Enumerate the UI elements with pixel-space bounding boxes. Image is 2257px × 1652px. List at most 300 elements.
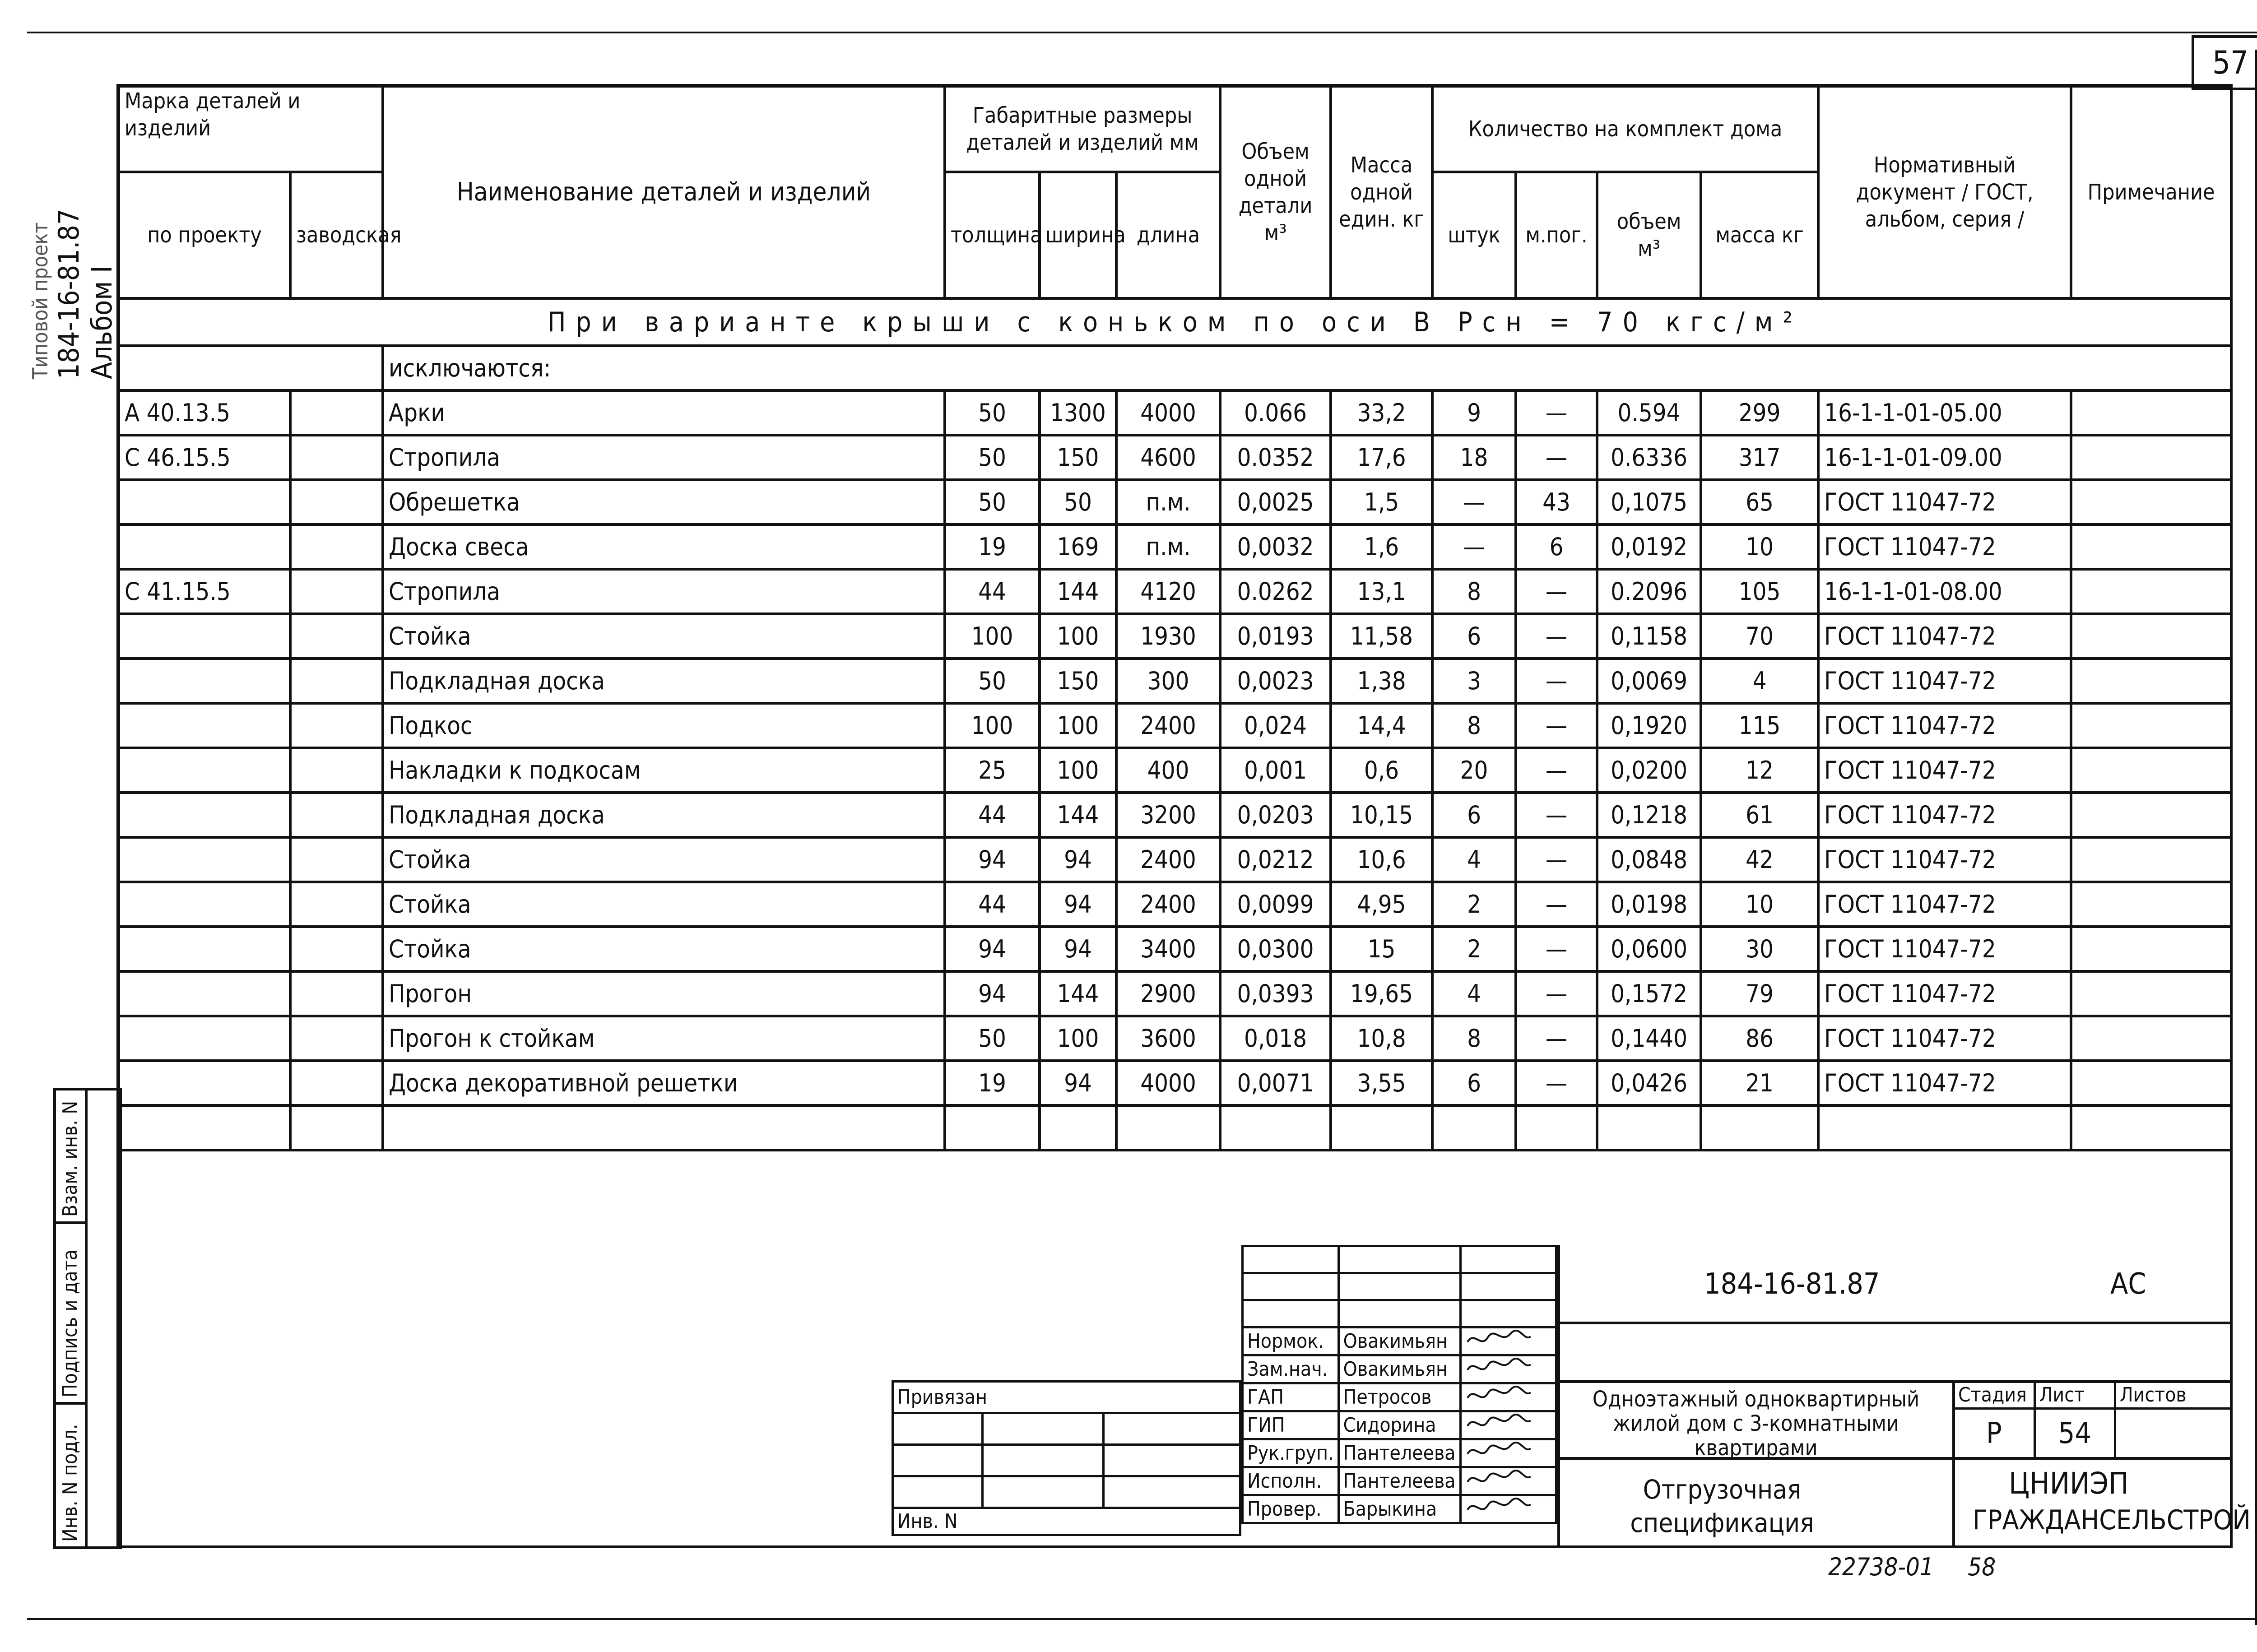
header-thickness: толщина: [945, 172, 1040, 298]
cell-t: 19: [945, 524, 1040, 569]
table-row: [119, 882, 2231, 927]
cell-mp: —: [1516, 614, 1597, 659]
cell-l: 4600: [1116, 435, 1220, 480]
empty-cell: [290, 1105, 383, 1150]
empty-cell: [1460, 1246, 1556, 1273]
cell-v1: 0.0352: [1220, 435, 1331, 480]
empty-cell: [945, 1105, 1040, 1150]
cell-mp: —: [1516, 793, 1597, 837]
sheet-label: Лист: [2034, 1382, 2115, 1409]
signature-mark: [1460, 1495, 1556, 1523]
empty-cell: [1818, 1105, 2071, 1150]
empty-cell: [1331, 1105, 1432, 1150]
cell-w: 100: [1040, 703, 1116, 748]
title-divider: [1557, 1322, 2232, 1324]
signature-scribble: [1465, 1412, 1533, 1433]
cell-mp: —: [1516, 748, 1597, 793]
cell-t: 44: [945, 569, 1040, 614]
header-normative: Нормативный документ / ГОСТ, альбом, серия /: [1818, 86, 2071, 298]
cell-mp: —: [1516, 569, 1597, 614]
empty-cell: [893, 1445, 983, 1476]
cell-factory: [290, 882, 383, 927]
cell-doc: ГОСТ 11047-72: [1818, 1061, 2071, 1105]
signature-mark: [1460, 1439, 1556, 1467]
header-length: длина: [1116, 172, 1220, 298]
empty-cell: [1460, 1273, 1556, 1300]
header-mark-group: Марка деталей и изделий: [119, 86, 383, 172]
role-label: ГАП: [1243, 1383, 1339, 1411]
cell-m1: 15: [1331, 927, 1432, 971]
cell-mp: —: [1516, 837, 1597, 882]
organization-name: ЦНИИЭП: [2009, 1466, 2129, 1501]
empty-cell: [1597, 1105, 1701, 1150]
cell-vol: 0,1075: [1597, 480, 1701, 524]
cell-l: 2400: [1116, 882, 1220, 927]
cell-doc: ГОСТ 11047-72: [1818, 1016, 2071, 1061]
sheets-value: [2115, 1409, 2231, 1458]
cell-note: [2071, 614, 2231, 659]
table-row: [119, 703, 2231, 748]
cell-t: 50: [945, 435, 1040, 480]
cell-vol: 0,0848: [1597, 837, 1701, 882]
cell-w: 94: [1040, 927, 1116, 971]
cell-t: 50: [945, 390, 1040, 435]
cell-name: Стойка: [383, 614, 945, 659]
stamp-label-signature: Подпись и дата: [59, 1249, 82, 1397]
cell-vol: 0,0069: [1597, 659, 1701, 703]
cell-mass: 86: [1701, 1016, 1818, 1061]
header-quantity: Количество на комплект дома: [1432, 86, 1818, 172]
cell-l: 3400: [1116, 927, 1220, 971]
building-description: [1564, 1387, 1948, 1460]
signature-row: [1243, 1355, 1556, 1383]
cell-pcs: 2: [1432, 927, 1516, 971]
cell-note: [2071, 703, 2231, 748]
signature-scribble: [1465, 1496, 1533, 1517]
person-name: Овакимьян: [1338, 1327, 1460, 1355]
signature-scribble: [1465, 1468, 1533, 1489]
cell-pcs: 6: [1432, 614, 1516, 659]
cell-v1: 0,0025: [1220, 480, 1331, 524]
person-name: Петросов: [1338, 1383, 1460, 1411]
stage-value: Р: [1954, 1409, 2035, 1458]
cell-name: Подкладная доска: [383, 659, 945, 703]
empty-cell: [2071, 1105, 2231, 1150]
stamp-label-inv: Инв. N подл.: [59, 1424, 82, 1542]
empty-cell: [1243, 1246, 1339, 1273]
cell-w: 150: [1040, 435, 1116, 480]
cell-mp: —: [1516, 390, 1597, 435]
role-label: ГИП: [1243, 1411, 1339, 1439]
table-row: [119, 659, 2231, 703]
cell-name: Прогон: [383, 971, 945, 1016]
cell-m1: 10,6: [1331, 837, 1432, 882]
cell-w: 144: [1040, 793, 1116, 837]
cell-note: [2071, 659, 2231, 703]
sheet-value: 54: [2034, 1409, 2115, 1458]
cell-name: Доска декоративной решетки: [383, 1061, 945, 1105]
table-row: [119, 1061, 2231, 1105]
inv-label: Инв. N: [893, 1508, 1240, 1535]
empty-cell: [1338, 1300, 1460, 1327]
cell-t: 50: [945, 480, 1040, 524]
bound-table: [892, 1380, 1241, 1536]
cell-name: Подкос: [383, 703, 945, 748]
empty-cell: [1516, 1105, 1597, 1150]
table-row: [119, 569, 2231, 614]
cell-note: [2071, 435, 2231, 480]
table-row: [119, 1016, 2231, 1061]
table-row: [119, 390, 2231, 435]
table-row: [119, 524, 2231, 569]
cell-factory: [290, 569, 383, 614]
cell-v1: 0,024: [1220, 703, 1331, 748]
person-name: Пантелеева: [1338, 1439, 1460, 1467]
role-label: Провер.: [1243, 1495, 1339, 1523]
cell-w: 100: [1040, 1016, 1116, 1061]
cell-t: 100: [945, 614, 1040, 659]
cell-m1: 3,55: [1331, 1061, 1432, 1105]
side-label-line3: Альбом I: [85, 265, 118, 379]
cell-t: 94: [945, 837, 1040, 882]
cell-m1: 10,15: [1331, 793, 1432, 837]
cell-l: 4000: [1116, 1061, 1220, 1105]
role-label: Исполн.: [1243, 1467, 1339, 1495]
table-row: [119, 748, 2231, 793]
empty-cell: [1701, 1105, 1818, 1150]
cell-t: 50: [945, 659, 1040, 703]
cell-t: 94: [945, 971, 1040, 1016]
footer-code-text: 22738-01: [1828, 1553, 1934, 1581]
cell-mass: 30: [1701, 927, 1818, 971]
role-label: Нормок.: [1243, 1327, 1339, 1355]
project-code: 184-16-81.87: [1704, 1267, 1880, 1301]
cell-v1: 0,0203: [1220, 793, 1331, 837]
cell-v1: 0,0193: [1220, 614, 1331, 659]
cell-doc: ГОСТ 11047-72: [1818, 480, 2071, 524]
signature-scribble: [1465, 1384, 1533, 1405]
empty-cell: [982, 1445, 1103, 1476]
left-stamp: [53, 1088, 122, 1549]
cell-name: Подкладная доска: [383, 793, 945, 837]
signature-scribble: [1465, 1356, 1533, 1377]
role-label: Рук.груп.: [1243, 1439, 1339, 1467]
cell-note: [2071, 882, 2231, 927]
table-row: [119, 837, 2231, 882]
cell-mass: 70: [1701, 614, 1818, 659]
cell-doc: ГОСТ 11047-72: [1818, 793, 2071, 837]
cell-pcs: 8: [1432, 1016, 1516, 1061]
section-title: При варианте крыши с коньком по оси В Pсн = 70 кгс/м²: [119, 298, 2231, 346]
side-label-line1: Типовой проект: [28, 222, 52, 379]
cell-m1: 1,38: [1331, 659, 1432, 703]
empty-cell: [1103, 1413, 1240, 1445]
cell-w: 150: [1040, 659, 1116, 703]
empty-row: [119, 1105, 2231, 1150]
cell-mp: —: [1516, 659, 1597, 703]
empty-cell: [1338, 1246, 1460, 1273]
header-volume: объем м³: [1597, 172, 1701, 298]
cell-factory: [290, 1061, 383, 1105]
cell-note: [2071, 971, 2231, 1016]
cell-v1: 0,0099: [1220, 882, 1331, 927]
cell-v1: 0,0212: [1220, 837, 1331, 882]
empty-cell: [1103, 1445, 1240, 1476]
cell-w: 1300: [1040, 390, 1116, 435]
cell-w: 50: [1040, 480, 1116, 524]
cell-mark: [119, 659, 290, 703]
specification-table: [117, 85, 2233, 1151]
cell-m1: 11,58: [1331, 614, 1432, 659]
cell-t: 100: [945, 703, 1040, 748]
cell-doc: ГОСТ 11047-72: [1818, 837, 2071, 882]
cell-factory: [290, 793, 383, 837]
cell-w: 100: [1040, 614, 1116, 659]
cell-factory: [290, 837, 383, 882]
cell-mass: 299: [1701, 390, 1818, 435]
header-width: ширина: [1040, 172, 1116, 298]
signature-mark: [1460, 1355, 1556, 1383]
table-row: [119, 927, 2231, 971]
cell-factory: [290, 971, 383, 1016]
cell-l: 2400: [1116, 837, 1220, 882]
cell-mark: [119, 1061, 290, 1105]
cell-v1: 0,0023: [1220, 659, 1331, 703]
cell-mass: 115: [1701, 703, 1818, 748]
cell-t: 44: [945, 882, 1040, 927]
cell-w: 144: [1040, 971, 1116, 1016]
cell-v1: 0,0393: [1220, 971, 1331, 1016]
cell-doc: ГОСТ 11047-72: [1818, 927, 2071, 971]
cell-vol: 0,0426: [1597, 1061, 1701, 1105]
cell-v1: 0,018: [1220, 1016, 1331, 1061]
cell-pcs: 18: [1432, 435, 1516, 480]
cell-pcs: —: [1432, 480, 1516, 524]
cell-t: 50: [945, 1016, 1040, 1061]
cell-pcs: 4: [1432, 971, 1516, 1016]
stage-table: [1952, 1380, 2232, 1459]
cell-pcs: 9: [1432, 390, 1516, 435]
cell-doc: ГОСТ 11047-72: [1818, 882, 2071, 927]
cell-mark: С 46.15.5: [119, 435, 290, 480]
section-code: АС: [2110, 1267, 2146, 1301]
cell-doc: 16-1-1-01-05.00: [1818, 390, 2071, 435]
cell-vol: 0.2096: [1597, 569, 1701, 614]
signature-empty-row: [1243, 1273, 1556, 1300]
cell-mark: [119, 480, 290, 524]
signature-scribble: [1465, 1440, 1533, 1461]
header-mass: масса кг: [1701, 172, 1818, 298]
header-mass-one: Масса одной един. кг: [1331, 86, 1432, 298]
cell-vol: 0,1920: [1597, 703, 1701, 748]
cell-factory: [290, 659, 383, 703]
cell-doc: 16-1-1-01-09.00: [1818, 435, 2071, 480]
cell-t: 25: [945, 748, 1040, 793]
cell-mark: С 41.15.5: [119, 569, 290, 614]
empty-cell: [1103, 1476, 1240, 1508]
cell-vol: 0,1158: [1597, 614, 1701, 659]
cell-mp: —: [1516, 927, 1597, 971]
cell-w: 100: [1040, 748, 1116, 793]
cell-note: [2071, 569, 2231, 614]
cell-mass: 317: [1701, 435, 1818, 480]
cell-pcs: 3: [1432, 659, 1516, 703]
header-dimensions: Габаритные размеры деталей и изделий мм: [945, 86, 1220, 172]
cell-doc: ГОСТ 11047-72: [1818, 971, 2071, 1016]
cell-doc: ГОСТ 11047-72: [1818, 614, 2071, 659]
cell-name: Арки: [383, 390, 945, 435]
cell-mass: 10: [1701, 882, 1818, 927]
cell-vol: 0,1440: [1597, 1016, 1701, 1061]
empty-cell: [1432, 1105, 1516, 1150]
signature-row: [1243, 1495, 1556, 1523]
cell-w: 169: [1040, 524, 1116, 569]
signature-scribble: [1465, 1328, 1533, 1349]
cell-vol: 0.594: [1597, 390, 1701, 435]
cell-doc: ГОСТ 11047-72: [1818, 748, 2071, 793]
cell-vol: 0.6336: [1597, 435, 1701, 480]
empty-cell: [1220, 1105, 1331, 1150]
document-title: Отгрузочная спецификация: [1630, 1474, 1814, 1538]
cell-name: Доска свеса: [383, 524, 945, 569]
cell-t: 19: [945, 1061, 1040, 1105]
building-text: Одноэтажный одноквартирный жилой дом с 3-комнатными квартирами: [1592, 1387, 1920, 1461]
signature-mark: [1460, 1383, 1556, 1411]
cell-vol: 0,0600: [1597, 927, 1701, 971]
cell-m1: 14,4: [1331, 703, 1432, 748]
cell-mass: 10: [1701, 524, 1818, 569]
cell-w: 94: [1040, 837, 1116, 882]
cell-mp: 43: [1516, 480, 1597, 524]
cell-name: Стойка: [383, 927, 945, 971]
cell-l: 400: [1116, 748, 1220, 793]
signature-row: [1243, 1327, 1556, 1355]
header-volume-one: Объем одной детали м³: [1220, 86, 1331, 298]
bound-label: Привязан: [893, 1382, 1240, 1413]
cell-pcs: 2: [1432, 882, 1516, 927]
cell-mp: —: [1516, 703, 1597, 748]
cell-w: 94: [1040, 1061, 1116, 1105]
empty-cell: [893, 1413, 983, 1445]
cell-m1: 0,6: [1331, 748, 1432, 793]
cell-w: 94: [1040, 882, 1116, 927]
cell-m1: 19,65: [1331, 971, 1432, 1016]
cell-name: Обрешетка: [383, 480, 945, 524]
person-name: Сидорина: [1338, 1411, 1460, 1439]
cell-vol: 0,0200: [1597, 748, 1701, 793]
cell-factory: [290, 614, 383, 659]
signature-empty-row: [1243, 1300, 1556, 1327]
organization-name-2: ГРАЖДАНСЕЛЬСТРОЙ: [1973, 1504, 2251, 1536]
cell-mass: 65: [1701, 480, 1818, 524]
table-row: [119, 614, 2231, 659]
cell-m1: 13,1: [1331, 569, 1432, 614]
cell-mass: 4: [1701, 659, 1818, 703]
cell-pcs: 4: [1432, 837, 1516, 882]
signature-mark: [1460, 1411, 1556, 1439]
empty-cell: [1116, 1105, 1220, 1150]
cell-factory: [290, 390, 383, 435]
bottom-border-line: [27, 1618, 2257, 1620]
signature-empty-row: [1243, 1246, 1556, 1273]
cell-factory: [290, 524, 383, 569]
cell-v1: 0,0071: [1220, 1061, 1331, 1105]
person-name: Пантелеева: [1338, 1467, 1460, 1495]
cell-w: 144: [1040, 569, 1116, 614]
cell-m1: 33,2: [1331, 390, 1432, 435]
footer-code: [1828, 1553, 1996, 1581]
table-row: [119, 971, 2231, 1016]
cell-pcs: 6: [1432, 1061, 1516, 1105]
footer-number: 58: [1968, 1553, 1996, 1581]
excluded-label: исключаются:: [383, 346, 2231, 390]
sheets-label: Листов: [2115, 1382, 2231, 1409]
sheet-number: 57: [2192, 35, 2257, 90]
cell-name: Стойка: [383, 837, 945, 882]
cell-l: 2400: [1116, 703, 1220, 748]
cell-pcs: 8: [1432, 703, 1516, 748]
cell-mark: [119, 748, 290, 793]
cell-note: [2071, 1061, 2231, 1105]
cell-mp: 6: [1516, 524, 1597, 569]
cell-mark: [119, 614, 290, 659]
cell-v1: 0,0032: [1220, 524, 1331, 569]
cell-doc: ГОСТ 11047-72: [1818, 703, 2071, 748]
stamp-divider: [56, 1221, 88, 1224]
cell-v1: 0,0300: [1220, 927, 1331, 971]
empty-cell: [1243, 1300, 1339, 1327]
cell-factory: [290, 703, 383, 748]
empty-cell: [893, 1476, 983, 1508]
cell-mass: 21: [1701, 1061, 1818, 1105]
cell-doc: ГОСТ 11047-72: [1818, 659, 2071, 703]
cell-vol: 0,1218: [1597, 793, 1701, 837]
cell-mass: 61: [1701, 793, 1818, 837]
empty-cell: [1460, 1300, 1556, 1327]
cell-v1: 0.0262: [1220, 569, 1331, 614]
empty-cell: [1338, 1273, 1460, 1300]
cell-l: 4000: [1116, 390, 1220, 435]
cell-mp: —: [1516, 882, 1597, 927]
cell-vol: 0,0192: [1597, 524, 1701, 569]
cell-note: [2071, 793, 2231, 837]
table-row: [119, 793, 2231, 837]
cell-v1: 0.066: [1220, 390, 1331, 435]
empty-cell: [1040, 1105, 1116, 1150]
cell-vol: 0,1572: [1597, 971, 1701, 1016]
cell-note: [2071, 480, 2231, 524]
cell-note: [2071, 390, 2231, 435]
cell-note: [2071, 837, 2231, 882]
empty-cell: [1243, 1273, 1339, 1300]
header-pcs: штук: [1432, 172, 1516, 298]
cell-mp: —: [1516, 1016, 1597, 1061]
cell-mark: [119, 703, 290, 748]
cell-mark: [119, 1016, 290, 1061]
cell-doc: 16-1-1-01-08.00: [1818, 569, 2071, 614]
cell-mark: [119, 793, 290, 837]
cell-mp: —: [1516, 1061, 1597, 1105]
cell-pcs: 8: [1432, 569, 1516, 614]
cell-factory: [290, 1016, 383, 1061]
cell-t: 44: [945, 793, 1040, 837]
header-note: Примечание: [2071, 86, 2231, 298]
cell-factory: [290, 435, 383, 480]
cell-name: Стропила: [383, 435, 945, 480]
cell-m1: 4,95: [1331, 882, 1432, 927]
signatures-table: [1241, 1245, 1557, 1524]
cell-l: 3200: [1116, 793, 1220, 837]
